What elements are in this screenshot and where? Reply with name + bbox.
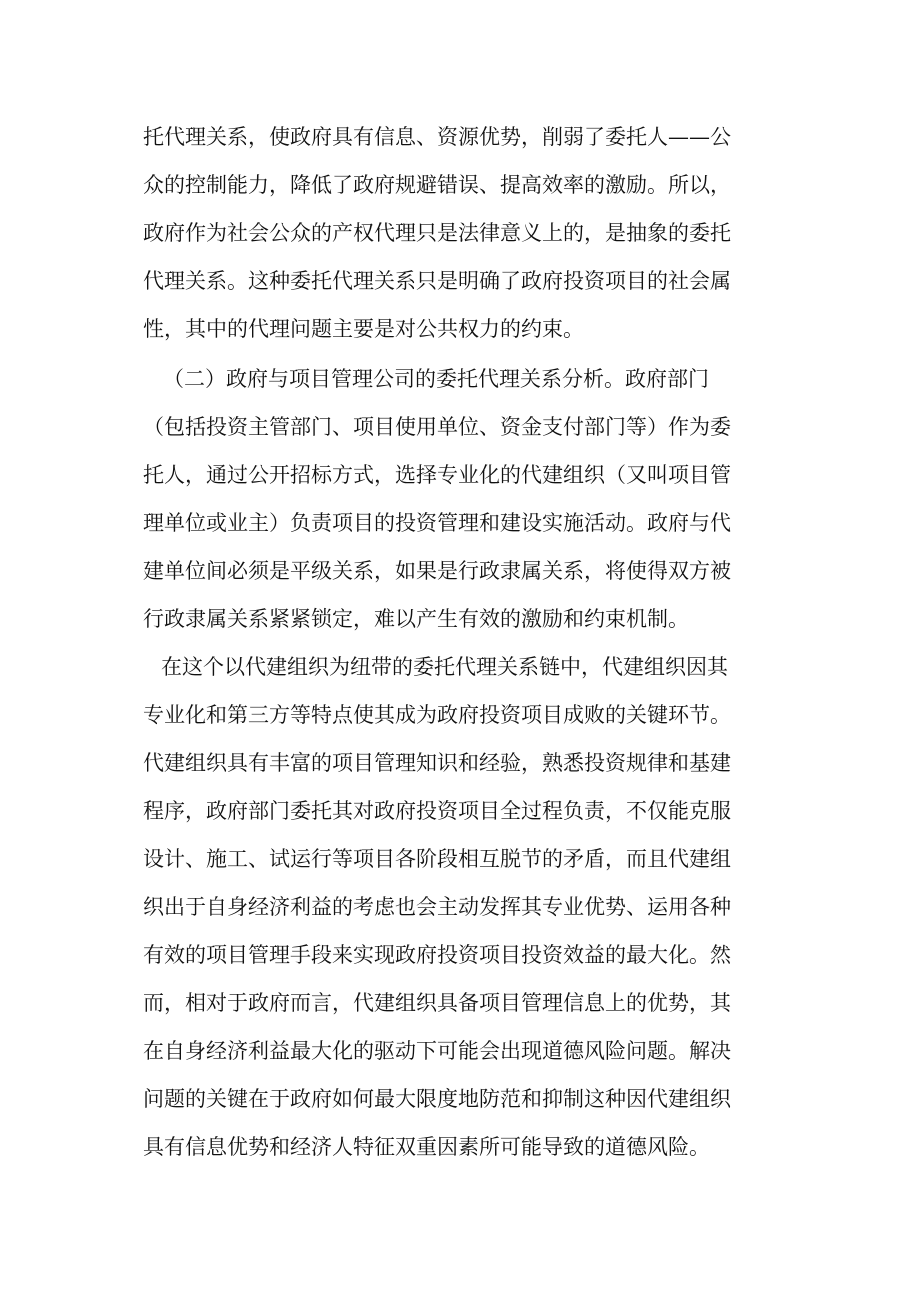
text-line-content: 程序，政府部门委托其对政府投资项目全过程负责，不仅能克服 — [143, 799, 731, 823]
text-line — [0, 739, 920, 787]
text-line-content: 问题的关键在于政府如何最大限度地防范和抑制这种因代建组织 — [143, 1087, 731, 1111]
text-line-content: 在这个以代建组织为纽带的委托代理关系链中，代建组织因其 — [161, 655, 728, 679]
text-line — [0, 643, 920, 691]
text-line — [0, 1075, 920, 1123]
text-line-content: 行政隶属关系紧紧锁定，难以产生有效的激励和约束机制。 — [143, 607, 689, 631]
text-line — [0, 499, 920, 547]
text-line-content: 专业化和第三方等特点使其成为政府投资项目成败的关键环节。 — [143, 703, 731, 727]
text-line-content: 建单位间必须是平级关系，如果是行政隶属关系，将使得双方被 — [143, 559, 731, 583]
text-line-content: 众的控制能力，降低了政府规避错误、提高效率的激励。所以， — [143, 173, 731, 197]
text-line-content: 具有信息优势和经济人特征双重因素所可能导致的道德风险。 — [143, 1135, 710, 1159]
text-line-content: 政府作为社会公众的产权代理只是法律意义上的，是抽象的委托 — [143, 221, 731, 245]
text-line-content: 托代理关系，使政府具有信息、资源优势，削弱了委托人——公 — [143, 125, 731, 149]
text-line — [0, 1123, 920, 1171]
text-line — [0, 931, 920, 979]
text-line — [0, 209, 920, 257]
text-line — [0, 355, 920, 403]
text-line — [0, 835, 920, 883]
text-line — [0, 547, 920, 595]
text-line-content: 托人，通过公开招标方式，选择专业化的代建组织（又叫项目管 — [143, 463, 731, 487]
text-line — [0, 787, 920, 835]
text-line — [0, 113, 920, 161]
text-line-content: 有效的项目管理手段来实现政府投资项目投资效益的最大化。然 — [143, 943, 731, 967]
text-line — [0, 1027, 920, 1075]
text-line — [0, 257, 920, 305]
text-line — [0, 161, 920, 209]
text-line-content: （包括投资主管部门、项目使用单位、资金支付部门等）作为委 — [143, 415, 731, 439]
text-line-content: 而，相对于政府而言，代建组织具备项目管理信息上的优势，其 — [143, 991, 731, 1015]
text-line-content: 织出于自身经济利益的考虑也会主动发挥其专业优势、运用各种 — [143, 895, 731, 919]
text-line — [0, 451, 920, 499]
text-line — [0, 403, 920, 451]
text-line-content: 代理关系。这种委托代理关系只是明确了政府投资项目的社会属 — [143, 269, 731, 293]
text-line-content: （二）政府与项目管理公司的委托代理关系分析。政府部门 — [163, 367, 709, 391]
text-line — [0, 691, 920, 739]
text-line-content: 代建组织具有丰富的项目管理知识和经验，熟悉投资规律和基建 — [143, 751, 731, 775]
text-line — [0, 305, 920, 353]
text-line — [0, 883, 920, 931]
text-line-content: 设计、施工、试运行等项目各阶段相互脱节的矛盾，而且代建组 — [143, 847, 731, 871]
text-line — [0, 979, 920, 1027]
text-line-content: 理单位或业主）负责项目的投资管理和建设实施活动。政府与代 — [143, 511, 731, 535]
text-line-content: 在自身经济利益最大化的驱动下可能会出现道德风险问题。解决 — [143, 1039, 731, 1063]
text-line-content: 性，其中的代理问题主要是对公共权力的约束。 — [143, 317, 584, 341]
text-line — [0, 595, 920, 643]
